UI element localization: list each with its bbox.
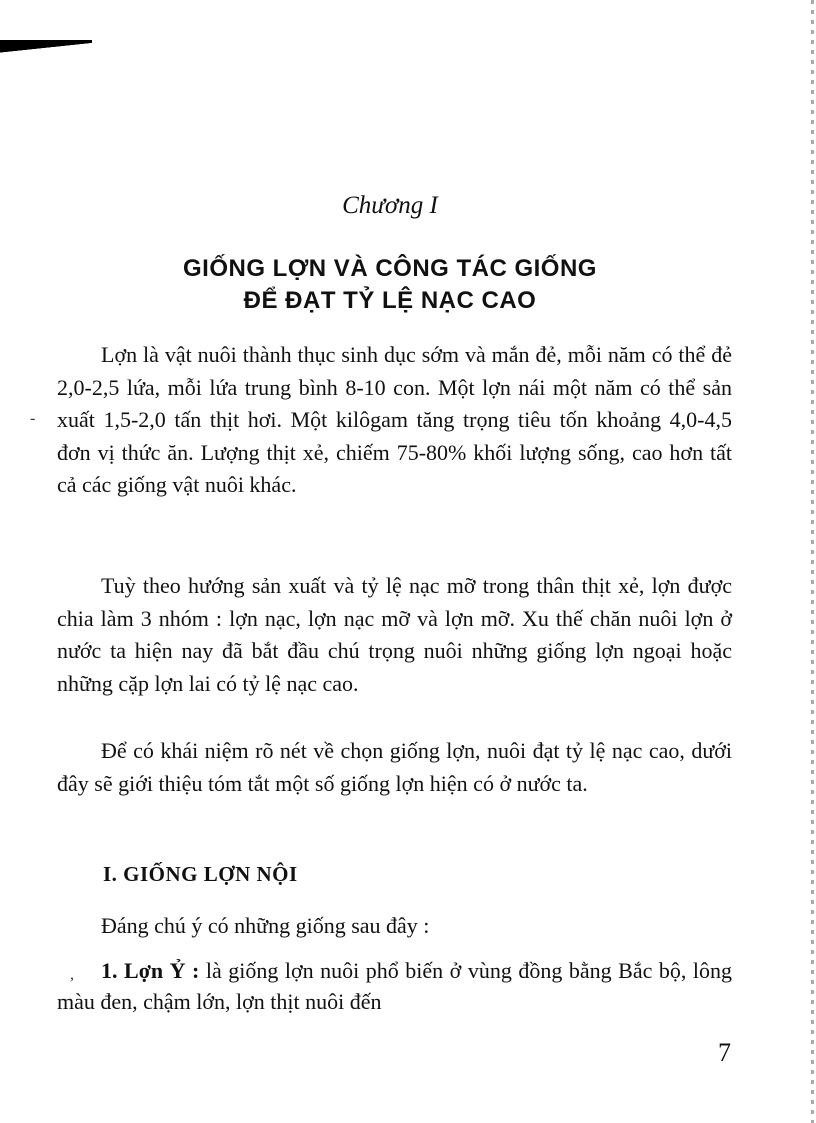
breed-item-lead: 1. Lợn Ỷ : xyxy=(101,958,200,983)
scan-artifact-mark xyxy=(0,40,92,58)
section-heading: I. GIỐNG LỢN NỘI xyxy=(103,862,298,886)
body-paragraph-3: Để có khái niệm rõ nét về chọn giống lợn, nuôi đạt tỷ lệ nạc cao, dưới đây sẽ giới thiệu tóm tắt một số giống lợn hiện có ở nước ta. xyxy=(57,738,732,796)
scan-speck: , xyxy=(70,966,74,983)
page-number: 7 xyxy=(718,1038,731,1067)
breed-item-1 xyxy=(57,955,732,1017)
chapter-label: Chương I xyxy=(342,192,438,219)
chapter-title-line-1: GIỐNG LỢN VÀ CÔNG TÁC GIỐNG xyxy=(183,255,597,282)
scan-edge-artifact xyxy=(811,0,814,1123)
section-intro: Đáng chú ý có những giống sau đây : xyxy=(101,913,430,938)
breed-item-text: là giống lợn nuôi phổ biến ở vùng đồng bằng Bắc bộ, lông màu đen, chậm lớn, lợn thịt nuôi đến xyxy=(57,958,732,1014)
body-paragraph-1: Lợn là vật nuôi thành thục sinh dục sớm và mắn đẻ, mỗi năm có thể đẻ 2,0-2,5 lứa, mỗi lứa trung bình 8-10 con. Một lợn nái một năm có thể sản xuất 1,5-2,0 tấn thịt hơi. Một kilôgam tăng trọng tiêu tốn khoảng 4,0-4,5 đơn vị thức ăn. Lượng thịt xẻ, chiếm 75-80% khối lượng sống, cao hơn tất cả các giống vật nuôi khác. xyxy=(57,342,732,497)
scan-speck: - xyxy=(30,410,36,427)
body-paragraph-2: Tuỳ theo hướng sản xuất và tỷ lệ nạc mỡ trong thân thịt xẻ, lợn được chia làm 3 nhóm : lợn nạc, lợn nạc mỡ và lợn mỡ. Xu thế chăn nuôi lợn ở nước ta hiện nay đã bắt đầu chú trọng nuôi những giống lợn ngoại hoặc những cặp lợn lai có tỷ lệ nạc cao. xyxy=(57,573,732,696)
chapter-title-line-2: ĐỂ ĐẠT TỶ LỆ NẠC CAO xyxy=(243,287,537,314)
